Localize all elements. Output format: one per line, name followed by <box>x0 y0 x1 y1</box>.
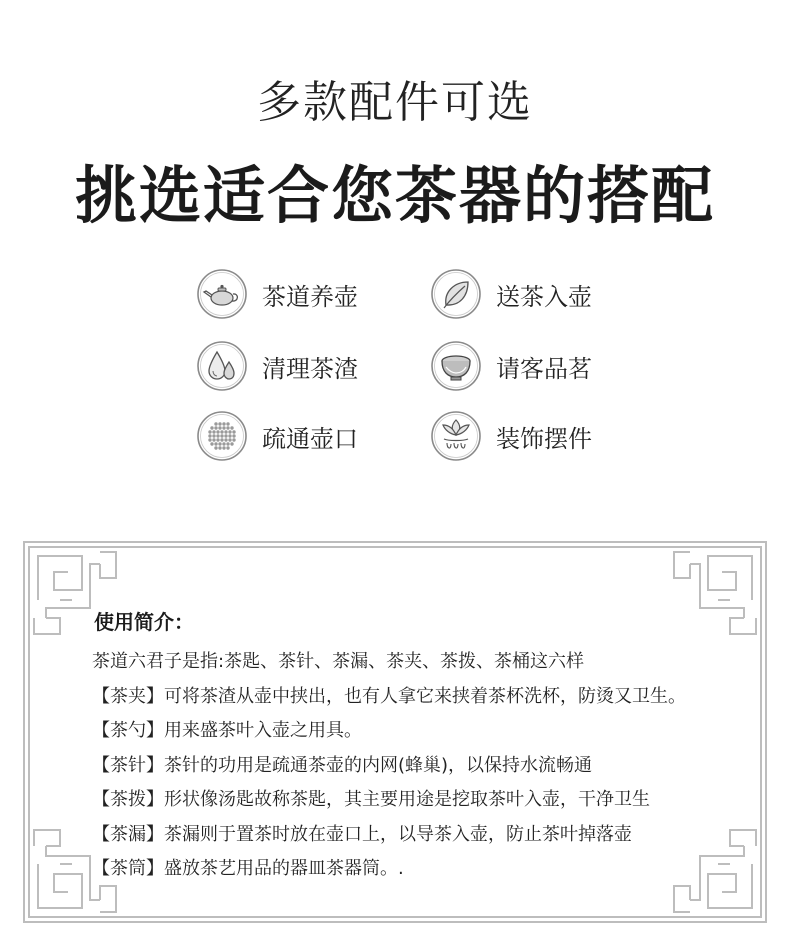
leaf-icon <box>430 268 482 320</box>
feature-label: 请客品茗 <box>496 354 592 383</box>
tea-bowl-icon <box>430 340 482 392</box>
feature-item <box>196 406 358 466</box>
intro-line: 【茶筒】盛放茶艺用品的器皿茶器筒。. <box>92 858 404 879</box>
feature-label: 送茶入壶 <box>496 282 592 311</box>
lotus-icon <box>430 410 482 462</box>
water-drops-icon <box>196 340 248 392</box>
feature-item <box>430 264 592 324</box>
intro-heading: 使用简介： <box>94 610 194 634</box>
feature-label: 清理茶渣 <box>262 354 358 383</box>
page-subtitle: 挑选适合您茶器的搭配 <box>74 159 715 232</box>
dot-grid-icon <box>196 410 248 462</box>
intro-line: 【茶针】茶针的功用是疏通茶壶的内网(蜂巢)，以保持水流畅通 <box>92 754 593 776</box>
feature-item <box>430 336 592 396</box>
feature-item <box>430 406 592 466</box>
intro-lines <box>92 648 762 890</box>
feature-item <box>196 336 358 396</box>
intro-line: 【茶拨】形状像汤匙故称茶匙，其主要用途是挖取茶叶入壶，干净卫生 <box>92 789 650 810</box>
feature-label: 装饰摆件 <box>496 424 592 453</box>
intro-line: 茶道六君子是指:茶匙、茶针、茶漏、茶夹、茶拨、茶桶这六样 <box>92 651 585 672</box>
feature-label: 茶道养壶 <box>262 282 358 311</box>
teapot-icon <box>196 268 248 320</box>
feature-grid <box>192 262 612 472</box>
feature-label: 疏通壶口 <box>262 424 358 453</box>
intro-line: 【茶漏】茶漏则于置茶时放在壶口上，以导茶入壶，防止茶叶掉落壶 <box>92 823 632 845</box>
page-title: 多款配件可选 <box>257 77 533 128</box>
intro-line: 【茶夹】可将茶渣从壶中挟出，也有人拿它来挟着茶杯洗杯，防烫又卫生。 <box>92 685 686 707</box>
intro-line: 【茶勺】用来盛茶叶入壶之用具。 <box>92 720 362 741</box>
feature-item <box>196 264 358 324</box>
